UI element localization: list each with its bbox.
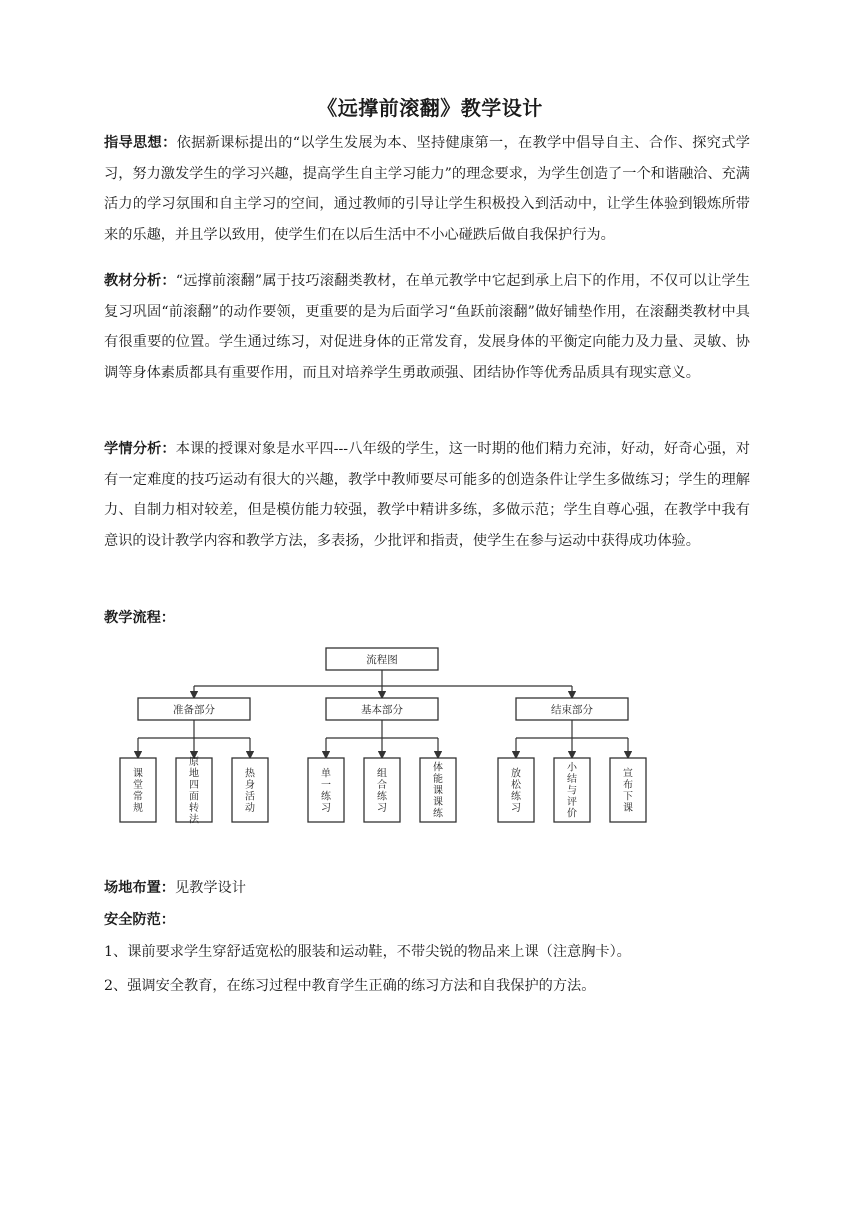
flow-group-label-1: 准备部分 [173, 704, 215, 716]
flow-leaf-label-1-3: 热身活动 [245, 768, 255, 814]
flow-group-label-2: 基本部分 [361, 704, 403, 716]
material-label: 教材分析： [104, 273, 176, 289]
venue-section [104, 876, 246, 900]
students-label: 学情分析： [104, 441, 176, 457]
flow-leaf-label-2-3: 体能课课练 [433, 762, 443, 820]
material-text: “远撑前滚翻”属于技巧滚翻类教材，在单元教学中它起到承上启下的作用，不仅可以让学生复习巩固“前滚翻”的动作要领，更重要的是为后面学习“鱼跃前滚翻”做好铺垫作用，在滚翻类教材中具有很重要的位置。学生通过练习，对促进身体的正常发育，发展身体的平衡定向能力及力量、灵敏、协调等身体素质都具有重要作用，而且对培养学生勇敢顽强、团结协作等优秀品质具有现实意义。 [104, 273, 750, 381]
students-text: 本课的授课对象是水平四---八年级的学生，这一时期的他们精力充沛，好动，好奇心强，对有一定难度的技巧运动有很大的兴趣，教学中教师要尽可能多的创造条件让学生多做练习；学生的理解力、自制力相对较差，但是模仿能力较强，教学中精讲多练，多做示范；学生自尊心强，在教学中我有意识的设计教学内容和教学方法，多表扬，少批评和指责，使学生在参与运动中获得成功体验。 [104, 441, 750, 549]
flow-leaf-label-3-1: 放松练习 [511, 768, 521, 814]
guiding-text: 依据新课标提出的“以学生发展为本、坚持健康第一，在教学中倡导自主、合作、探究式学习，努力激发学生的学习兴趣，提高学生自主学习能力”的理念要求，为学生创造了一个和谐融洽、充满活力的学习氛围和自主学习的空间，通过教师的引导让学生积极投入到活动中，让学生体验到锻炼所带来的乐趣，并且学以致用，使学生们在以后生活中不小心碰跌后做自我保护行为。 [104, 135, 750, 243]
venue-label: 场地布置： [104, 880, 175, 896]
document-title: 《远撑前滚翻》教学设计 [317, 96, 543, 120]
flow-group-label-3: 结束部分 [551, 704, 593, 716]
flow-root-label: 流程图 [366, 654, 398, 666]
safety-label: 安全防范： [104, 912, 175, 928]
process-label: 教学流程： [104, 610, 175, 626]
safety-item-2: 2、强调安全教育，在练习过程中教育学生正确的练习方法和自我保护的方法。 [104, 978, 596, 994]
flow-leaf-label-2-1: 单一练习 [321, 768, 331, 814]
flow-leaf-label-2-2: 组合练习 [377, 768, 387, 814]
guiding-label: 指导思想： [104, 135, 177, 151]
flow-leaf-label-3-2: 小结与评价 [567, 762, 577, 820]
flow-leaf-label-1-2: 原地四面转法 [189, 756, 199, 826]
venue-text: 见教学设计 [174, 880, 246, 896]
flow-leaf-label-3-3: 宣布下课 [623, 768, 633, 814]
safety-item-1: 1、课前要求学生穿舒适宽松的服装和运动鞋，不带尖锐的物品来上课（注意胸卡）。 [104, 944, 631, 960]
flow-leaf-label-1-1: 课堂常规 [133, 768, 143, 814]
